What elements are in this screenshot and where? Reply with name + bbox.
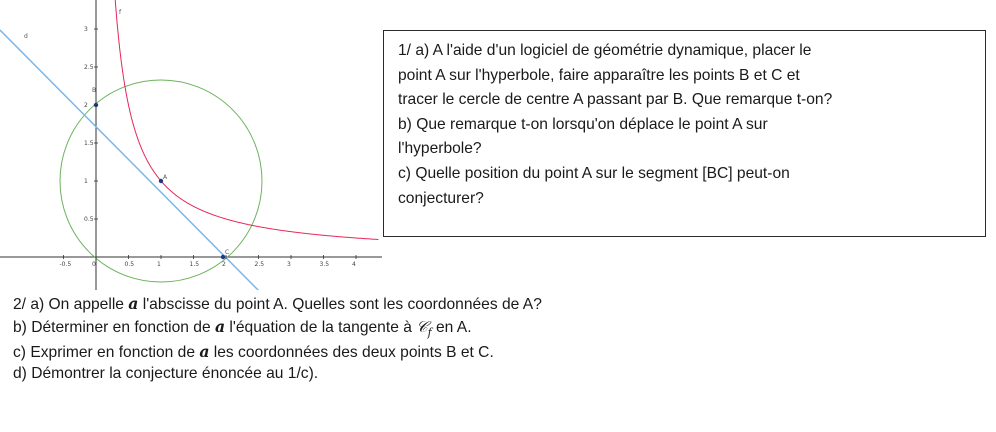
x-tick-label: 3.5 bbox=[319, 261, 330, 268]
hyperbola-curve bbox=[115, 0, 379, 239]
y-tick-label: 2.5 bbox=[84, 64, 94, 71]
line-d-label: d bbox=[24, 33, 28, 40]
x-tick-label: 1.5 bbox=[189, 261, 200, 268]
text: les coordonnées des deux points B et C. bbox=[209, 344, 494, 361]
text: l'abscisse du point A. Quelles sont les coordonnées de A? bbox=[138, 296, 542, 313]
figure-svg bbox=[0, 0, 382, 290]
text: c) Exprimer en fonction de bbox=[13, 344, 200, 361]
question-1-line: tracer le cercle de centre A passant par B. Que remarque t-on? bbox=[398, 91, 833, 109]
x-tick-label: 2.5 bbox=[254, 261, 265, 268]
x-tick-label: 2 bbox=[222, 261, 226, 268]
question-1-line: point A sur l'hyperbole, faire apparaître les points B et C et bbox=[398, 66, 800, 84]
question-2c bbox=[13, 342, 494, 362]
question-2b bbox=[13, 317, 472, 339]
question-1-line: conjecturer? bbox=[398, 189, 484, 207]
question-1-line: c) Quelle position du point A sur le segment [BC] peut-on bbox=[398, 164, 790, 182]
point-b-label: B bbox=[92, 87, 97, 94]
hyperbola-figure bbox=[0, 0, 382, 290]
tangent-line bbox=[0, 30, 260, 290]
question-1-line: l'hyperbole? bbox=[398, 140, 482, 158]
y-tick-label: 3 bbox=[84, 26, 88, 33]
x-tick-label: 0 bbox=[92, 261, 96, 268]
variable-a: a bbox=[128, 294, 139, 313]
variable-a: a bbox=[214, 317, 226, 336]
x-tick-label: 0.5 bbox=[124, 261, 135, 268]
question-2a bbox=[13, 294, 542, 314]
x-tick-label: 4 bbox=[352, 261, 356, 268]
x-tick-label: 1 bbox=[157, 261, 161, 268]
question-2d: d) Démontrer la conjecture énoncée au 1/c). bbox=[13, 365, 319, 382]
question-1-box bbox=[383, 30, 986, 237]
y-tick-label: 2 bbox=[84, 102, 88, 109]
x-tick-label: 3 bbox=[287, 261, 291, 268]
y-tick-label: 1.5 bbox=[84, 140, 94, 147]
x-tick-label: -0.5 bbox=[59, 261, 72, 268]
point-c-label: C bbox=[225, 249, 230, 256]
curve-subscript: f bbox=[427, 326, 432, 340]
variable-a: a bbox=[199, 342, 210, 361]
point-a-label: A bbox=[163, 174, 168, 181]
curve-symbol: 𝒞 bbox=[416, 318, 428, 336]
text: en A. bbox=[431, 319, 472, 336]
y-tick-label: 1 bbox=[84, 178, 88, 185]
text: b) Déterminer en fonction de bbox=[13, 319, 215, 336]
curve-f-label: f bbox=[119, 9, 122, 16]
y-tick-label: 0.5 bbox=[84, 216, 94, 223]
text: 2/ a) On appelle bbox=[13, 296, 129, 313]
text: l'équation de la tangente à bbox=[225, 319, 417, 336]
question-1-line: 1/ a) A l'aide d'un logiciel de géométrie dynamique, placer le bbox=[398, 42, 812, 59]
question-1-line: b) Que remarque t-on lorsqu'on déplace le point A sur bbox=[398, 115, 768, 133]
